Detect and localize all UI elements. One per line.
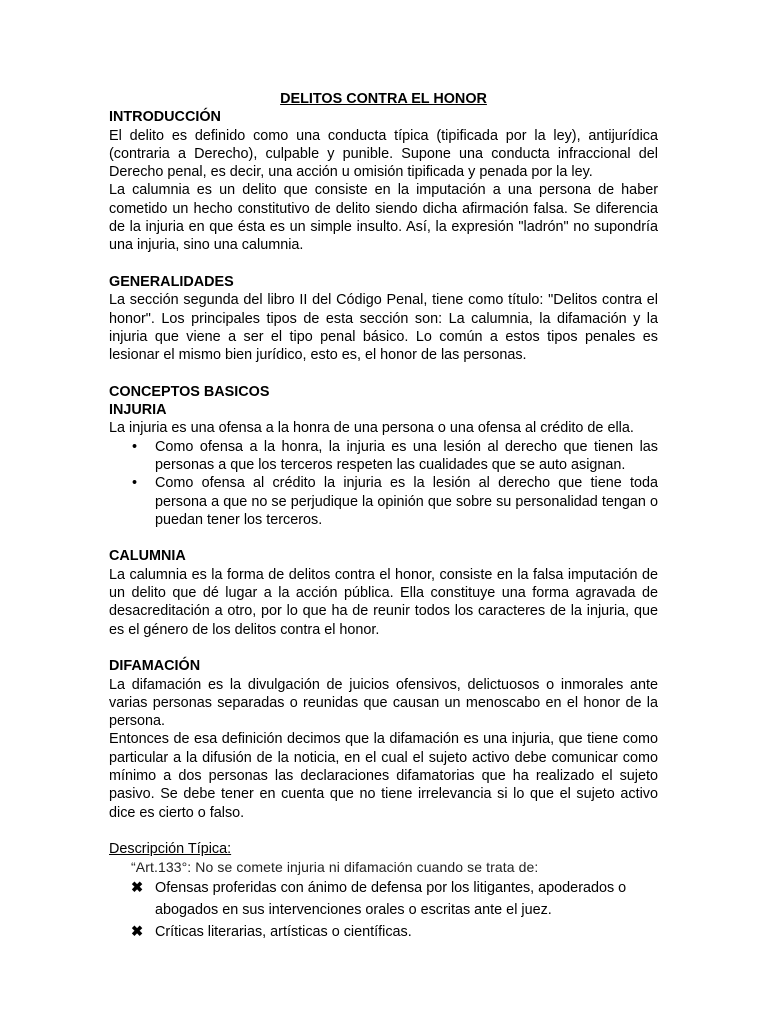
list-item-text: Como ofensa al crédito la injuria es la lesión al derecho que tiene toda persona a que no se perjudique la opinión que sobre su personalidad tengan o puedan tener los terceros. (155, 475, 658, 528)
paragraph-generalidades-1: La sección segunda del libro II del Código Penal, tiene como título: "Delitos contra el honor". Los principales tipos de esta sección son: La calumnia, la difamación y la injuria que viene a ser el tipo penal básico. Lo común a estos tipos penales es lesionar el mismo bien jurídico, esto es, el honor de las personas. (109, 292, 658, 364)
list-item (109, 877, 658, 921)
paragraph-injuria-1: La injuria es una ofensa a la honra de una persona o una ofensa al crédito de ella. (109, 420, 634, 437)
bullet-icon: • (132, 438, 138, 455)
list-item-text: Como ofensa a la honra, la injuria es una lesión al derecho que tienen las personas a que los terceros respeten las cualidades que se auto asignan. (155, 438, 658, 473)
paragraph-intro-2: La calumnia es un delito que consiste en la imputación a una persona de haber cometido un hecho constitutivo de delito siendo dicha afirmación falsa. Se diferencia de la injuria en que ésta es un simple insulto. Así, la expresión "ladrón" no supondría una injuria, sino una calumnia. (109, 182, 658, 254)
spacer (109, 255, 658, 273)
spacer (109, 822, 658, 840)
article-quote: “Art.133°: No se comete injuria ni difamación cuando se trata de: (131, 859, 539, 876)
descripcion-tipica-label: Descripción Típica: (109, 841, 232, 858)
spacer (109, 529, 658, 547)
paragraph-intro-1: El delito es definido como una conducta típica (tipificada por la ley), antijurídica (contraria a Derecho), culpable y punible. Supone una conducta infraccional del Derecho penal, es decir, una acción u omisión tipificada y penada por la ley. (109, 127, 658, 181)
spacer (109, 364, 658, 382)
spacer (109, 639, 658, 657)
list-item (109, 474, 658, 529)
bullet-icon: • (132, 475, 138, 492)
list-item (109, 438, 658, 475)
document-title: DELITOS CONTRA EL HONOR (280, 91, 487, 107)
injuria-bullet-list (109, 438, 658, 529)
exception-list (109, 877, 658, 943)
cross-icon: ✖ (131, 923, 144, 940)
list-item-text: Ofensas proferidas con ánimo de defensa por los litigantes, apoderados o abogados en sus intervenciones orales o escritas ante el juez. (155, 879, 627, 918)
section-heading-conceptos: CONCEPTOS BASICOS (109, 383, 270, 400)
section-heading-calumnia: CALUMNIA (109, 548, 186, 565)
paragraph-calumnia-1: La calumnia es la forma de delitos contra el honor, consiste en la falsa imputación de un delito que dé lugar a la acción pública. Ella constituye una forma agravada de desacreditación a otro, por lo que ha de reunir todos los caracteres de la injuria, que es el género de los delitos contra el honor. (109, 566, 658, 638)
section-heading-introduccion: INTRODUCCIÓN (109, 109, 221, 126)
list-item (109, 921, 658, 943)
paragraph-difamacion-1: La difamación es la divulgación de juicios ofensivos, delictuosos o inmorales ante varias personas separadas o reunidas que causan un menoscabo en el honor de la persona. (109, 676, 658, 730)
subheading-injuria: INJURIA (109, 402, 167, 419)
cross-icon: ✖ (131, 879, 144, 896)
list-item-text: Críticas literarias, artísticas o científicas. (155, 923, 412, 940)
section-heading-difamacion: DIFAMACIÓN (109, 658, 201, 675)
document-page (109, 90, 658, 943)
section-heading-generalidades: GENERALIDADES (109, 273, 234, 290)
paragraph-difamacion-2: Entonces de esa definición decimos que la difamación es una injuria, que tiene como particular a la difusión de la noticia, en el cual el sujeto activo debe comunicar como mínimo a dos personas las declaraciones difamatorias que ha realizado el sujeto pasivo. Se debe tener en cuenta que no tiene irrelevancia si lo que el sujeto activo dice es cierto o falso. (109, 731, 658, 821)
